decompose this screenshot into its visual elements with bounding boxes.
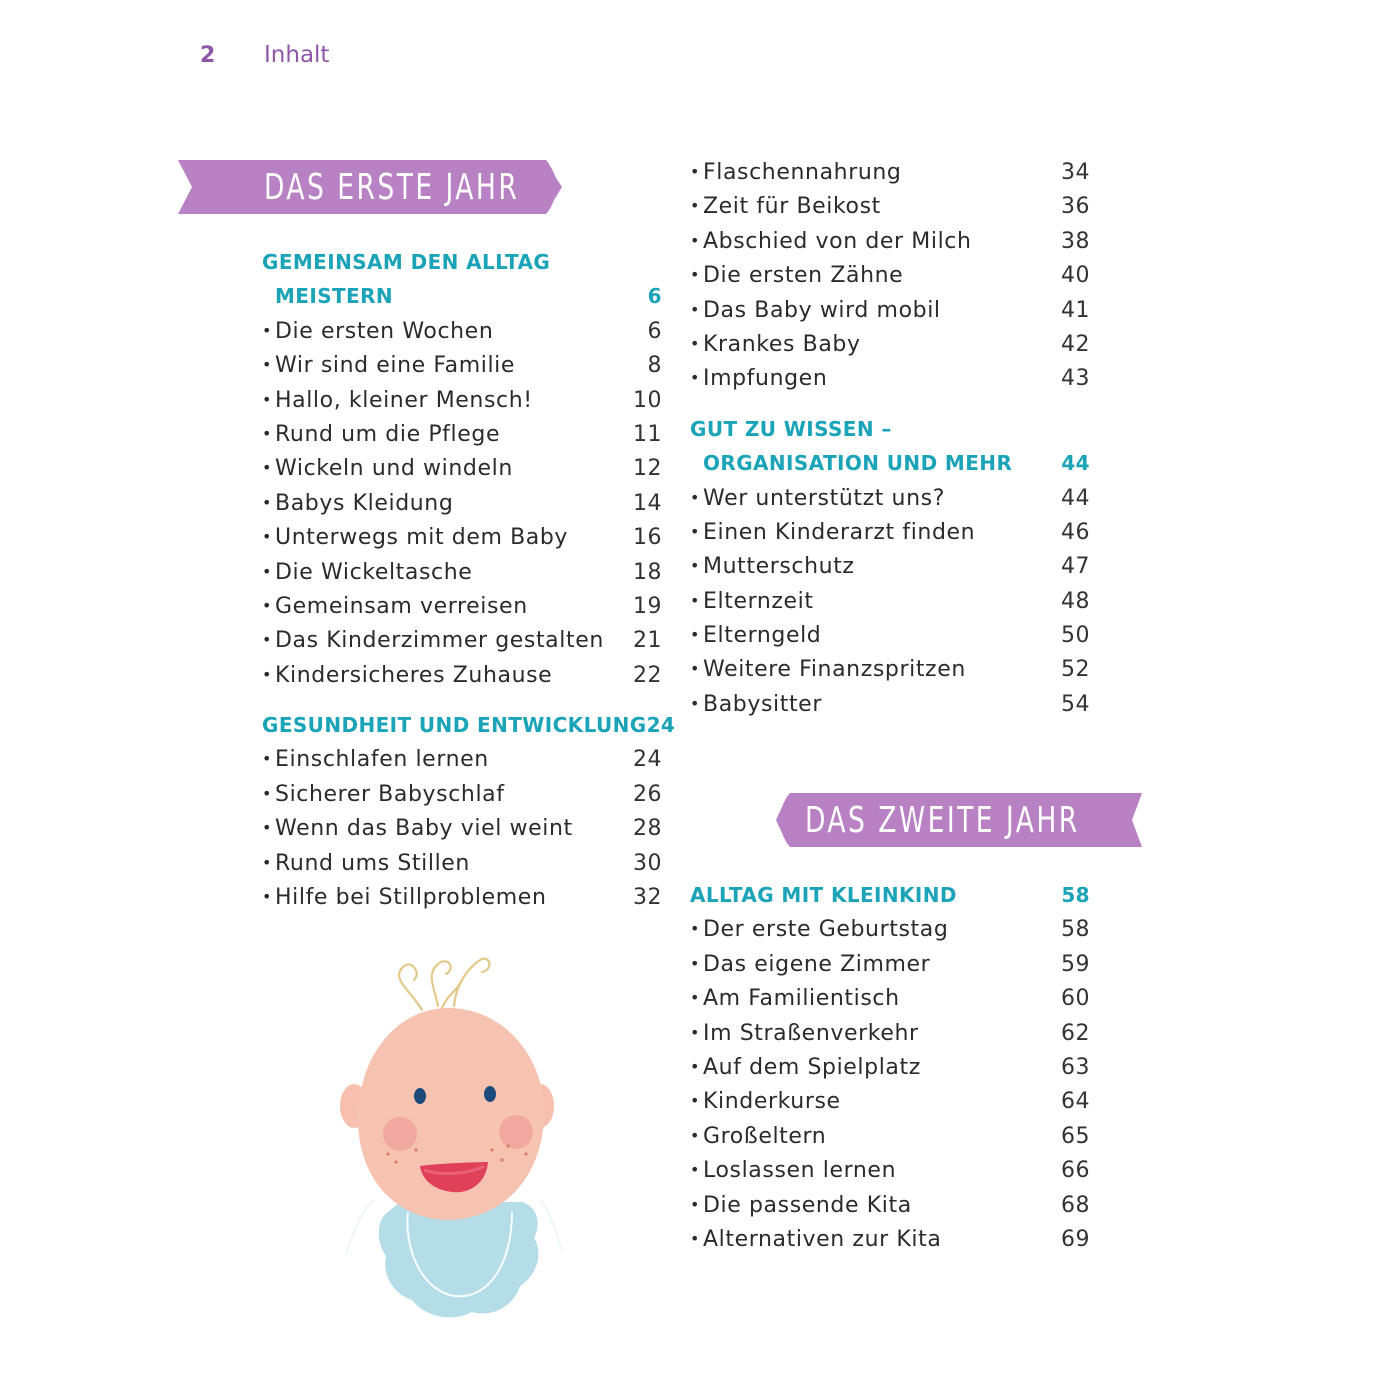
toc-right-column-bottom [690, 883, 1090, 1261]
toc-entry-label: Wickeln und windeln [275, 456, 513, 482]
bullet-icon: • [690, 1091, 701, 1111]
bullet-icon: • [262, 852, 273, 872]
toc-entry-page: 66 [1061, 1158, 1090, 1184]
toc-entry-page: 26 [633, 781, 662, 807]
toc-entry-page: 62 [1061, 1020, 1090, 1046]
bullet-icon: • [262, 320, 273, 340]
toc-entry-label: Die ersten Zähne [703, 263, 904, 289]
toc-entry[interactable] [690, 229, 1090, 263]
bullet-icon: • [690, 556, 701, 576]
banner-second-year [776, 793, 1142, 847]
toc-entry-label: Hilfe bei Stillproblemen [275, 885, 547, 911]
page-header [200, 42, 329, 68]
toc-right-column-top [690, 160, 1090, 726]
toc-entry[interactable] [262, 782, 662, 816]
toc-entry-page: 12 [633, 456, 662, 482]
toc-entry-label: Elternzeit [703, 588, 814, 614]
bullet-icon: • [690, 1160, 701, 1180]
bullet-icon: • [262, 492, 273, 512]
toc-entry-label: Wenn das Baby viel weint [275, 816, 573, 842]
bullet-icon: • [690, 919, 701, 939]
toc-entry-page: 68 [1061, 1192, 1090, 1218]
toc-entry-page: 24 [633, 747, 662, 773]
toc-entry-page: 58 [1061, 917, 1090, 943]
bullet-icon: • [690, 196, 701, 216]
toc-entry-label: Das Baby wird mobil [703, 297, 941, 323]
toc-entry-label: Die passende Kita [703, 1192, 912, 1218]
eye-right [484, 1086, 496, 1102]
toc-entry-label: Hallo, kleiner Mensch! [275, 387, 533, 413]
bullet-icon: • [262, 749, 273, 769]
toc-entry-label: Am Familientisch [703, 986, 900, 1012]
toc-entry-page: 47 [1061, 554, 1090, 580]
toc-entry-label: Großeltern [703, 1123, 827, 1149]
toc-entry-label: Zeit für Beikost [703, 194, 881, 220]
toc-entry-page: 16 [633, 525, 662, 551]
toc-entry[interactable] [690, 589, 1090, 623]
toc-entry[interactable] [690, 1158, 1090, 1192]
bullet-icon: • [262, 389, 273, 409]
list-gesundheit-part2 [690, 160, 1090, 401]
toc-entry-label: Der erste Geburtstag [703, 917, 949, 943]
toc-entry-label: Kinderkurse [703, 1089, 841, 1115]
toc-entry[interactable] [262, 353, 662, 387]
toc-entry-label: Rund um die Pflege [275, 421, 501, 447]
toc-entry-label: Loslassen lernen [703, 1158, 897, 1184]
toc-entry-page: 60 [1061, 986, 1090, 1012]
bullet-icon: • [262, 783, 273, 803]
section-page-number: 6 [647, 284, 662, 309]
bullet-icon: • [262, 630, 273, 650]
toc-entry-page: 54 [1061, 691, 1090, 717]
bullet-icon: • [690, 521, 701, 541]
toc-entry-page: 43 [1061, 366, 1090, 392]
bullet-icon: • [262, 664, 273, 684]
bullet-icon: • [690, 230, 701, 250]
toc-entry-label: Sicherer Babyschlaf [275, 781, 505, 807]
toc-entry[interactable] [262, 319, 662, 353]
bullet-icon: • [690, 162, 701, 181]
toc-entry-page: 10 [633, 387, 662, 413]
toc-entry-label: Kindersicheres Zuhause [275, 662, 553, 688]
list-gesundheit-part1 [262, 747, 662, 919]
bullet-icon: • [690, 953, 701, 973]
toc-entry[interactable] [262, 594, 662, 628]
toc-entry[interactable] [262, 422, 662, 456]
toc-entry[interactable] [690, 1055, 1090, 1089]
toc-entry[interactable] [262, 816, 662, 850]
section-title-alltag[interactable]: GEMEINSAM DEN ALLTAG [262, 250, 551, 274]
toc-entry[interactable] [690, 160, 1090, 194]
section-page-number: 58 [1061, 883, 1090, 907]
banner-first-year-label: DAS ERSTE JAHR [264, 167, 520, 208]
toc-entry-label: Mutterschutz [703, 554, 855, 580]
toc-entry-label: Im Straßenverkehr [703, 1020, 919, 1046]
toc-entry-label: Flaschennahrung [703, 160, 902, 185]
list-alltag [262, 319, 662, 697]
toc-entry-page: 44 [1061, 485, 1090, 511]
bullet-icon: • [262, 595, 273, 615]
toc-entry[interactable] [262, 525, 662, 559]
toc-entry-page: 8 [647, 353, 662, 379]
toc-entry[interactable] [262, 491, 662, 525]
bullet-icon: • [690, 1228, 701, 1248]
toc-entry[interactable] [690, 1227, 1090, 1261]
banner-first-year [178, 160, 562, 214]
toc-entry[interactable] [690, 520, 1090, 554]
toc-entry[interactable] [262, 747, 662, 781]
toc-entry[interactable] [690, 194, 1090, 228]
bullet-icon: • [690, 625, 701, 645]
toc-entry-page: 34 [1061, 160, 1090, 185]
toc-entry[interactable] [262, 663, 662, 697]
section-page-number: 24 [646, 713, 676, 738]
toc-entry-label: Elterngeld [703, 623, 822, 649]
toc-entry-page: 59 [1061, 951, 1090, 977]
toc-entry-page: 32 [633, 885, 662, 911]
section-title-wissen-line2[interactable]: ORGANISATION UND MEHR 44 [703, 451, 1090, 476]
bullet-icon: • [690, 368, 701, 388]
toc-entry-label: Die Wickeltasche [275, 559, 473, 585]
toc-entry[interactable] [690, 657, 1090, 691]
toc-entry-label: Abschied von der Milch [703, 228, 972, 254]
bullet-icon: • [690, 1125, 701, 1145]
toc-entry-page: 22 [633, 662, 662, 688]
bullet-icon: • [262, 561, 273, 581]
toc-entry-page: 28 [633, 816, 662, 842]
toc-entry[interactable] [262, 885, 662, 919]
toc-entry-label: Das eigene Zimmer [703, 951, 931, 977]
toc-entry-page: 64 [1061, 1089, 1090, 1115]
toc-left-column [262, 250, 676, 919]
toc-entry-label: Rund ums Stillen [275, 850, 470, 876]
toc-entry-page: 19 [633, 593, 662, 619]
bullet-icon: • [262, 423, 273, 443]
toc-entry-page: 6 [647, 318, 662, 344]
list-wissen [690, 486, 1090, 727]
toc-entry-label: Einschlafen lernen [275, 747, 489, 773]
bullet-icon: • [690, 590, 701, 610]
bullet-icon: • [262, 527, 273, 547]
toc-entry[interactable] [690, 1124, 1090, 1158]
toc-entry-label: Auf dem Spielplatz [703, 1054, 921, 1080]
bullet-icon: • [690, 299, 701, 319]
page-number: 2 [200, 43, 216, 68]
toc-entry-label: Unterwegs mit dem Baby [275, 525, 569, 551]
toc-entry-page: 42 [1061, 331, 1090, 357]
list-kleinkind [690, 917, 1090, 1261]
toc-entry[interactable] [690, 263, 1090, 297]
bullet-icon: • [262, 818, 273, 838]
toc-entry-page: 21 [633, 628, 662, 654]
eye-left [414, 1088, 426, 1104]
bullet-icon: • [262, 355, 273, 375]
toc-entry-label: Wir sind eine Familie [275, 353, 516, 379]
section-title-alltag-line2[interactable]: MEISTERN 6 [275, 284, 662, 309]
toc-entry-label: Einen Kinderarzt finden [703, 519, 976, 545]
toc-entry[interactable] [690, 486, 1090, 520]
bullet-icon: • [690, 988, 701, 1008]
toc-entry-label: Babys Kleidung [275, 490, 454, 516]
toc-entry[interactable] [690, 986, 1090, 1020]
toc-entry[interactable] [690, 332, 1090, 366]
toc-entry-label: Gemeinsam verreisen [275, 593, 528, 619]
toc-entry[interactable] [690, 623, 1090, 657]
toc-entry[interactable] [690, 917, 1090, 951]
toc-entry-page: 41 [1061, 297, 1090, 323]
toc-entry-label: Krankes Baby [703, 331, 861, 357]
toc-entry-label: Babysitter [703, 691, 822, 717]
toc-entry-page: 30 [633, 850, 662, 876]
toc-entry-page: 69 [1061, 1226, 1090, 1252]
bullet-icon: • [690, 659, 701, 679]
toc-entry[interactable] [690, 298, 1090, 332]
toc-entry-page: 18 [633, 559, 662, 585]
bullet-icon: • [690, 487, 701, 507]
toc-entry-label: Die ersten Wochen [275, 318, 494, 344]
toc-entry[interactable] [690, 1089, 1090, 1123]
toc-entry[interactable] [690, 692, 1090, 726]
toc-entry-page: 63 [1061, 1054, 1090, 1080]
hair-curls-icon [399, 959, 489, 1010]
toc-entry-label: Weitere Finanzspritzen [703, 657, 966, 683]
toc-entry[interactable] [262, 628, 662, 662]
bullet-icon: • [690, 693, 701, 713]
banner-second-year-label: DAS ZWEITE JAHR [805, 800, 1080, 841]
toc-entry[interactable] [690, 952, 1090, 986]
toc-entry-label: Das Kinderzimmer gestalten [275, 628, 604, 654]
toc-entry-page: 52 [1061, 657, 1090, 683]
page-title: Inhalt [264, 42, 330, 68]
toc-entry[interactable] [262, 851, 662, 885]
toc-entry-page: 38 [1061, 228, 1090, 254]
section-title-gesundheit[interactable]: GESUNDHEIT UND ENTWICKLUNG 24 [262, 713, 676, 738]
bullet-icon: • [690, 265, 701, 285]
section-title-wissen[interactable]: GUT ZU WISSEN – [690, 416, 892, 441]
bullet-icon: • [690, 1056, 701, 1076]
toc-entry-page: 14 [633, 490, 662, 516]
toc-entry-label: Impfungen [703, 366, 828, 392]
bullet-icon: • [690, 333, 701, 353]
toc-entry[interactable] [262, 388, 662, 422]
baby-illustration [330, 950, 580, 1330]
toc-entry-page: 11 [633, 421, 662, 447]
toc-entry-page: 50 [1061, 623, 1090, 649]
toc-entry-page: 48 [1061, 588, 1090, 614]
toc-entry[interactable] [690, 554, 1090, 588]
toc-entry-page: 65 [1061, 1123, 1090, 1149]
toc-entry-page: 46 [1061, 519, 1090, 545]
toc-entry[interactable] [690, 366, 1090, 400]
bullet-icon: • [690, 1022, 701, 1042]
toc-entry-page: 40 [1061, 263, 1090, 289]
toc-entry-page: 36 [1061, 194, 1090, 220]
section-title-kleinkind[interactable]: ALLTAG MIT KLEINKIND 58 [690, 883, 1090, 907]
bullet-icon: • [690, 1194, 701, 1214]
toc-entry[interactable] [262, 456, 662, 490]
section-page-number: 44 [1061, 451, 1090, 476]
toc-entry[interactable] [690, 1021, 1090, 1055]
toc-entry[interactable] [262, 560, 662, 594]
toc-entry-label: Wer unterstützt uns? [703, 485, 945, 511]
toc-entry-label: Alternativen zur Kita [703, 1226, 942, 1252]
toc-entry[interactable] [690, 1193, 1090, 1227]
bullet-icon: • [262, 458, 273, 478]
bullet-icon: • [262, 887, 273, 907]
